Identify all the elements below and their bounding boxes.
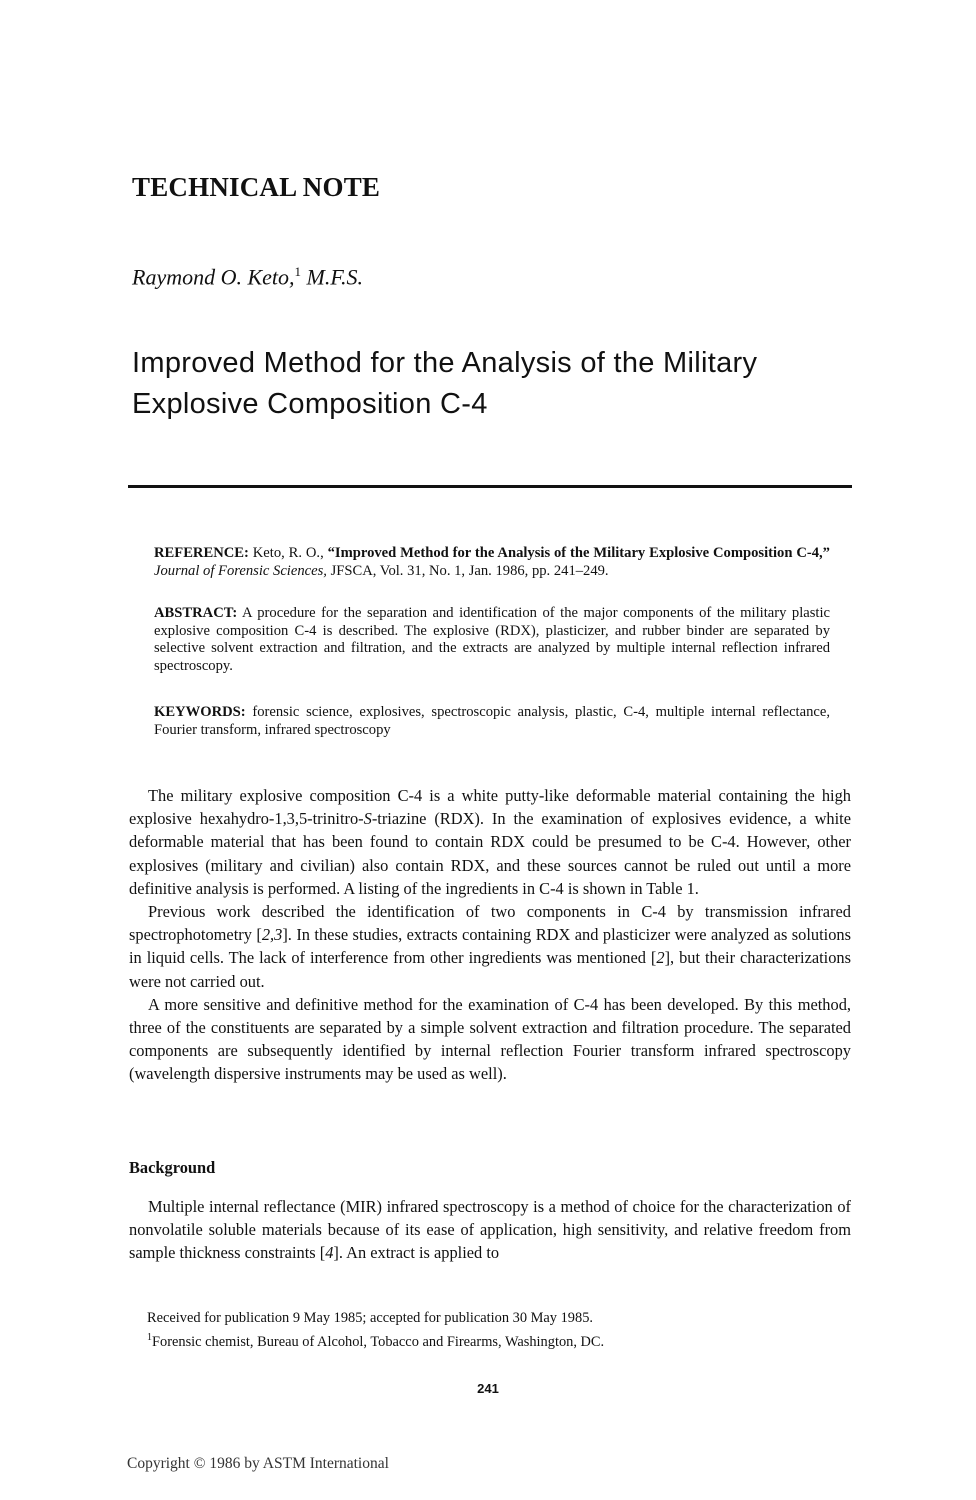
- author-footnote-mark: 1: [294, 264, 302, 279]
- reference-label: REFERENCE:: [154, 545, 249, 561]
- page-number: 241: [477, 1381, 499, 1396]
- title-divider: [128, 485, 852, 488]
- author-line: [132, 264, 363, 290]
- citation-ref: 2,3: [261, 925, 283, 945]
- copyright-notice: Copyright © 1986 by ASTM International: [127, 1455, 389, 1472]
- reference-journal: Journal of Forensic Sciences,: [154, 562, 327, 579]
- paragraph-2: [129, 900, 851, 993]
- paragraph-2-part-a: Previous work described the identification of two components in C-4 by transmission infrared spectrophotometry [: [129, 902, 851, 945]
- abstract-block: [154, 605, 830, 675]
- abstract-text: A procedure for the separation and identification of the major components of the military plastic explosive composition C-4 is described. The explosive (RDX), plasticizer, and rubber binder are separated by selective solvent extraction and filtration, and the extracts are analyzed by multiple internal reflection infrared spectroscopy.: [154, 605, 831, 674]
- reference-article-title: “Improved Method for the Analysis of the Military Explosive Composition C-4,”: [327, 545, 830, 561]
- section-label: TECHNICAL NOTE: [132, 172, 381, 202]
- keywords-text: forensic science, explosives, spectroscopic analysis, plastic, C-4, multiple internal reflectance, Fourier transform, infrared spectroscopy: [154, 704, 830, 738]
- keywords-block: [154, 704, 830, 739]
- paragraph-2-part-b: ]. In these studies, extracts containing RDX and plasticizer were analyzed as solutions in liquid cells. The lack of interference from other ingredients was mentioned [: [129, 925, 851, 968]
- title-line-1: Improved Method for the Analysis of the Military: [132, 347, 758, 379]
- author-name: Raymond O. Keto,: [132, 264, 295, 290]
- footnote-affiliation-text: Forensic chemist, Bureau of Alcohol, Tobacco and Firearms, Washington, DC.: [152, 1333, 605, 1350]
- body-text-intro: [129, 784, 851, 1086]
- paragraph-1-part-b: -triazine (RDX). In the examination of explosives evidence, a white deformable material that has been found to contain RDX could be presumed to be C-4. However, other explosives (military and civilian) also contain RDX, and these sources cannot be ruled out until a more definitive analysis is performed. A listing of the ingredients in C-4 is shown in Table 1.: [129, 809, 851, 898]
- article-title: [132, 343, 852, 425]
- paragraph-1-part-a: The military explosive composition C-4 is a white putty-like deformable material containing the high explosive hexahydro-1,3,5-trinitro-: [129, 786, 851, 829]
- paragraph-1-italic-s: S: [363, 809, 372, 829]
- paragraph-1: [129, 784, 851, 900]
- body-text-background: [129, 1195, 851, 1265]
- paragraph-4: [129, 1195, 851, 1265]
- title-line-2: Explosive Composition C-4: [132, 388, 488, 420]
- abstract-label: ABSTRACT:: [154, 605, 238, 621]
- footnote-received: Received for publication 9 May 1985; accepted for publication 30 May 1985.: [147, 1310, 593, 1326]
- author-degree: M.F.S.: [306, 264, 363, 290]
- paragraph-2-part-c: ], but their characterizations were not carried out.: [129, 948, 851, 991]
- footnote-affiliation: [147, 1328, 847, 1352]
- citation-ref: 4: [325, 1243, 334, 1263]
- footnote-mark: 1: [147, 1332, 152, 1343]
- section-heading-background: Background: [129, 1158, 216, 1177]
- paragraph-4-part-a: Multiple internal reflectance (MIR) infrared spectroscopy is a method of choice for the characterization of nonvolatile soluble materials because of its ease of application, high sensitivity, and relative freedom from sample thickness constraints [: [129, 1197, 851, 1263]
- citation-ref: 2: [656, 948, 665, 968]
- keywords-label: KEYWORDS:: [154, 704, 246, 720]
- reference-authors: Keto, R. O.,: [252, 545, 324, 561]
- reference-citation: JFSCA, Vol. 31, No. 1, Jan. 1986, pp. 241–249.: [330, 562, 609, 579]
- reference-block: [154, 545, 830, 580]
- footnotes: [147, 1309, 847, 1352]
- paragraph-4-part-b: ]. An extract is applied to: [333, 1243, 500, 1263]
- paragraph-3: A more sensitive and definitive method for the examination of C-4 has been developed. By this method, three of the constituents are separated by a simple solvent extraction and filtration procedure. The separated components are subsequently identified by internal reflection Fourier transform infrared spectroscopy (wavelength dispersive instruments may be used as well).: [129, 994, 851, 1084]
